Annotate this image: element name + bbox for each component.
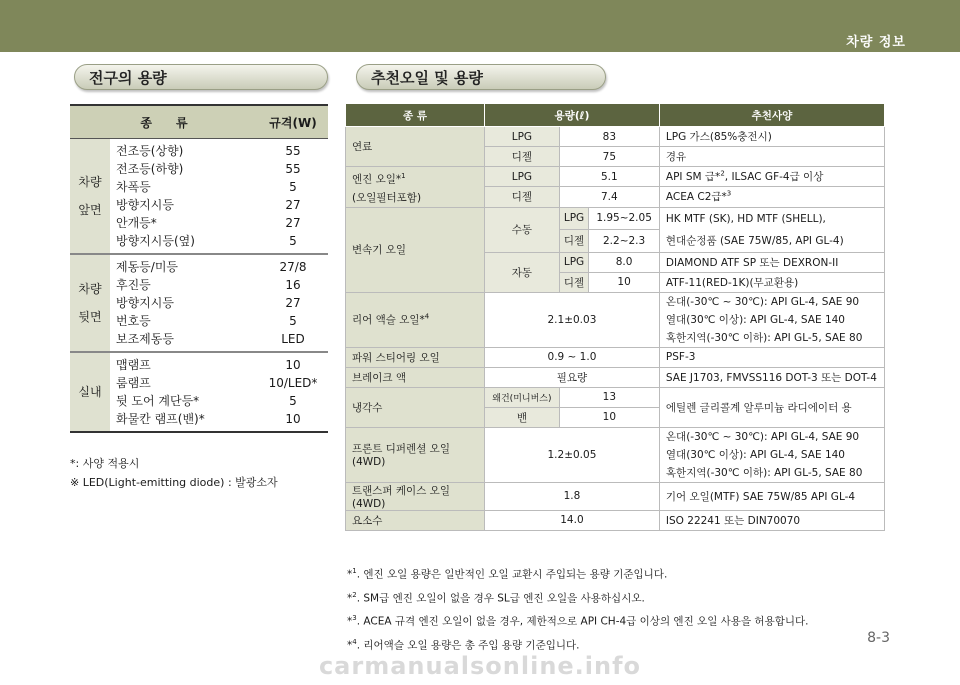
oil-notes bbox=[347, 561, 809, 655]
bulb-items-interior: 맵램프 룸램프 뒷 도어 계단등* 화물칸 램프(밴)* bbox=[110, 352, 258, 432]
oil-col-type: 종 류 bbox=[346, 104, 485, 127]
oil-row-engine-diesel: 디젤 7.4 ACEA C2급*$^3$ bbox=[346, 187, 885, 207]
watermark: carmanualsonline.info bbox=[318, 652, 642, 680]
transmission-label: 변속기 오일 bbox=[346, 207, 485, 292]
bulb-items-rear: 제동등/미등 후진등 방향지시등 번호등 보조제동등 bbox=[110, 254, 258, 352]
oil-row-fuel-lpg: 연료 LPG 83 LPG 가스(85%충전시) bbox=[346, 127, 885, 147]
bulb-category-front: 차량 앞면 bbox=[70, 139, 110, 255]
oil-note-3: *$^3$. ACEA 규격 엔진 오일이 없을 경우, 제한적으로 API CH-4급 이상의 엔진 오일 사용을 허용합니다. bbox=[347, 614, 809, 628]
bulb-values-front: 55 55 5 27 27 5 bbox=[258, 139, 328, 255]
engine-oil-label: 엔진 오일*$^1$ (오일필터포함) bbox=[346, 167, 485, 208]
oil-row-trans-manual-lpg: 변속기 오일 수동 LPG 1.95~2.05 HK MTF (SK), HD MTF (SHELL), 현대순정품 (SAE 75W/85, API GL-4) bbox=[346, 207, 885, 230]
bulb-group-interior bbox=[70, 352, 328, 432]
bulb-col-spec: 규격(W) bbox=[258, 105, 328, 139]
oil-row-engine-lpg: 엔진 오일*$^1$ (오일필터포함) LPG 5.1 API SM 급*$^2$, ILSAC GF-4급 이상 bbox=[346, 167, 885, 187]
bulb-category-rear: 차량 뒷면 bbox=[70, 254, 110, 352]
oil-col-spec: 추천사양 bbox=[659, 104, 884, 127]
section-title: 차량 정보 bbox=[846, 35, 906, 50]
oil-row-urea: 요소수 14.0 ISO 22241 또는 DIN70070 bbox=[346, 510, 885, 530]
bulb-section-title: 전구의 용량 bbox=[74, 64, 328, 90]
bulb-table bbox=[70, 104, 328, 433]
oil-row-trans-manual-diesel: 디젤 2.2~2.3 bbox=[346, 230, 885, 253]
oil-section-title: 추천오일 및 용량 bbox=[356, 64, 606, 90]
bulb-items-front: 전조등(상향) 전조등(하향) 차폭등 방향지시등 안개등* 방향지시등(옆) bbox=[110, 139, 258, 255]
oil-row-front-diff: 프론트 디퍼렌셜 오일(4WD) 1.2±0.05 온대(-30℃ ~ 30℃): API GL-4, SAE 90 열대(30℃ 이상): API GL-4, SAE 140 혹한지역(-30℃ 이하): API GL-5, SAE 80 bbox=[346, 427, 885, 482]
page-number: 8-3 bbox=[867, 630, 890, 646]
oil-note-4: *$^4$. 리어액슬 오일 용량은 총 주입 용량 기준입니다. bbox=[347, 637, 580, 651]
bulb-group-rear bbox=[70, 254, 328, 352]
header-bar bbox=[0, 0, 960, 52]
bulb-note-option: *: 사양 적용시 bbox=[70, 457, 140, 470]
oil-row-power-steering: 파워 스티어링 오일 0.9 ~ 1.0 PSF-3 bbox=[346, 347, 885, 367]
oil-col-capacity: 용량(ℓ) bbox=[485, 104, 660, 127]
oil-row-brake: 브레이크 액 필요량 SAE J1703, FMVSS116 DOT-3 또는 DOT-4 bbox=[346, 367, 885, 387]
oil-row-coolant-wagon: 냉각수 왜건(미니버스) 13 에틸렌 글리콜계 알루미늄 라디에이터 용 bbox=[346, 387, 885, 407]
bulb-category-interior: 실내 bbox=[70, 352, 110, 432]
oil-table bbox=[345, 103, 885, 531]
bulb-col-type: 종 류 bbox=[70, 105, 258, 139]
bulb-note-led: ※ LED(Light-emitting diode) : 발광소자 bbox=[70, 476, 278, 489]
oil-row-trans-auto-diesel: 디젤 10 ATF-11(RED-1K)(무교환용) bbox=[346, 272, 885, 292]
oil-row-transfer: 트랜스퍼 케이스 오일(4WD) 1.8 기어 오일(MTF) SAE 75W/85 API GL-4 bbox=[346, 482, 885, 510]
bulb-values-rear: 27/8 16 27 5 LED bbox=[258, 254, 328, 352]
fuel-label: 연료 bbox=[346, 127, 485, 167]
oil-row-trans-auto-lpg: 자동 LPG 8.0 DIAMOND ATF SP 또는 DEXRON-II bbox=[346, 252, 885, 272]
oil-note-1: *$^1$. 엔진 오일 용량은 일반적인 오일 교환시 주입되는 용량 기준입니다. bbox=[347, 567, 668, 581]
oil-note-2: *$^2$. SM급 엔진 오일이 없을 경우 SL급 엔진 오일을 사용하십시오. bbox=[347, 590, 645, 604]
bulb-group-front bbox=[70, 139, 328, 255]
bulb-values-interior: 10 10/LED* 5 10 bbox=[258, 352, 328, 432]
oil-row-fuel-diesel: 디젤 75 경유 bbox=[346, 147, 885, 167]
oil-row-coolant-van: 밴 10 bbox=[346, 407, 885, 427]
oil-row-rear-axle: 리어 액슬 오일*$^4$ 2.1±0.03 온대(-30℃ ~ 30℃): API GL-4, SAE 90 열대(30℃ 이상): API GL-4, SAE 140 혹한지역(-30℃ 이하): API GL-5, SAE 80 bbox=[346, 292, 885, 347]
